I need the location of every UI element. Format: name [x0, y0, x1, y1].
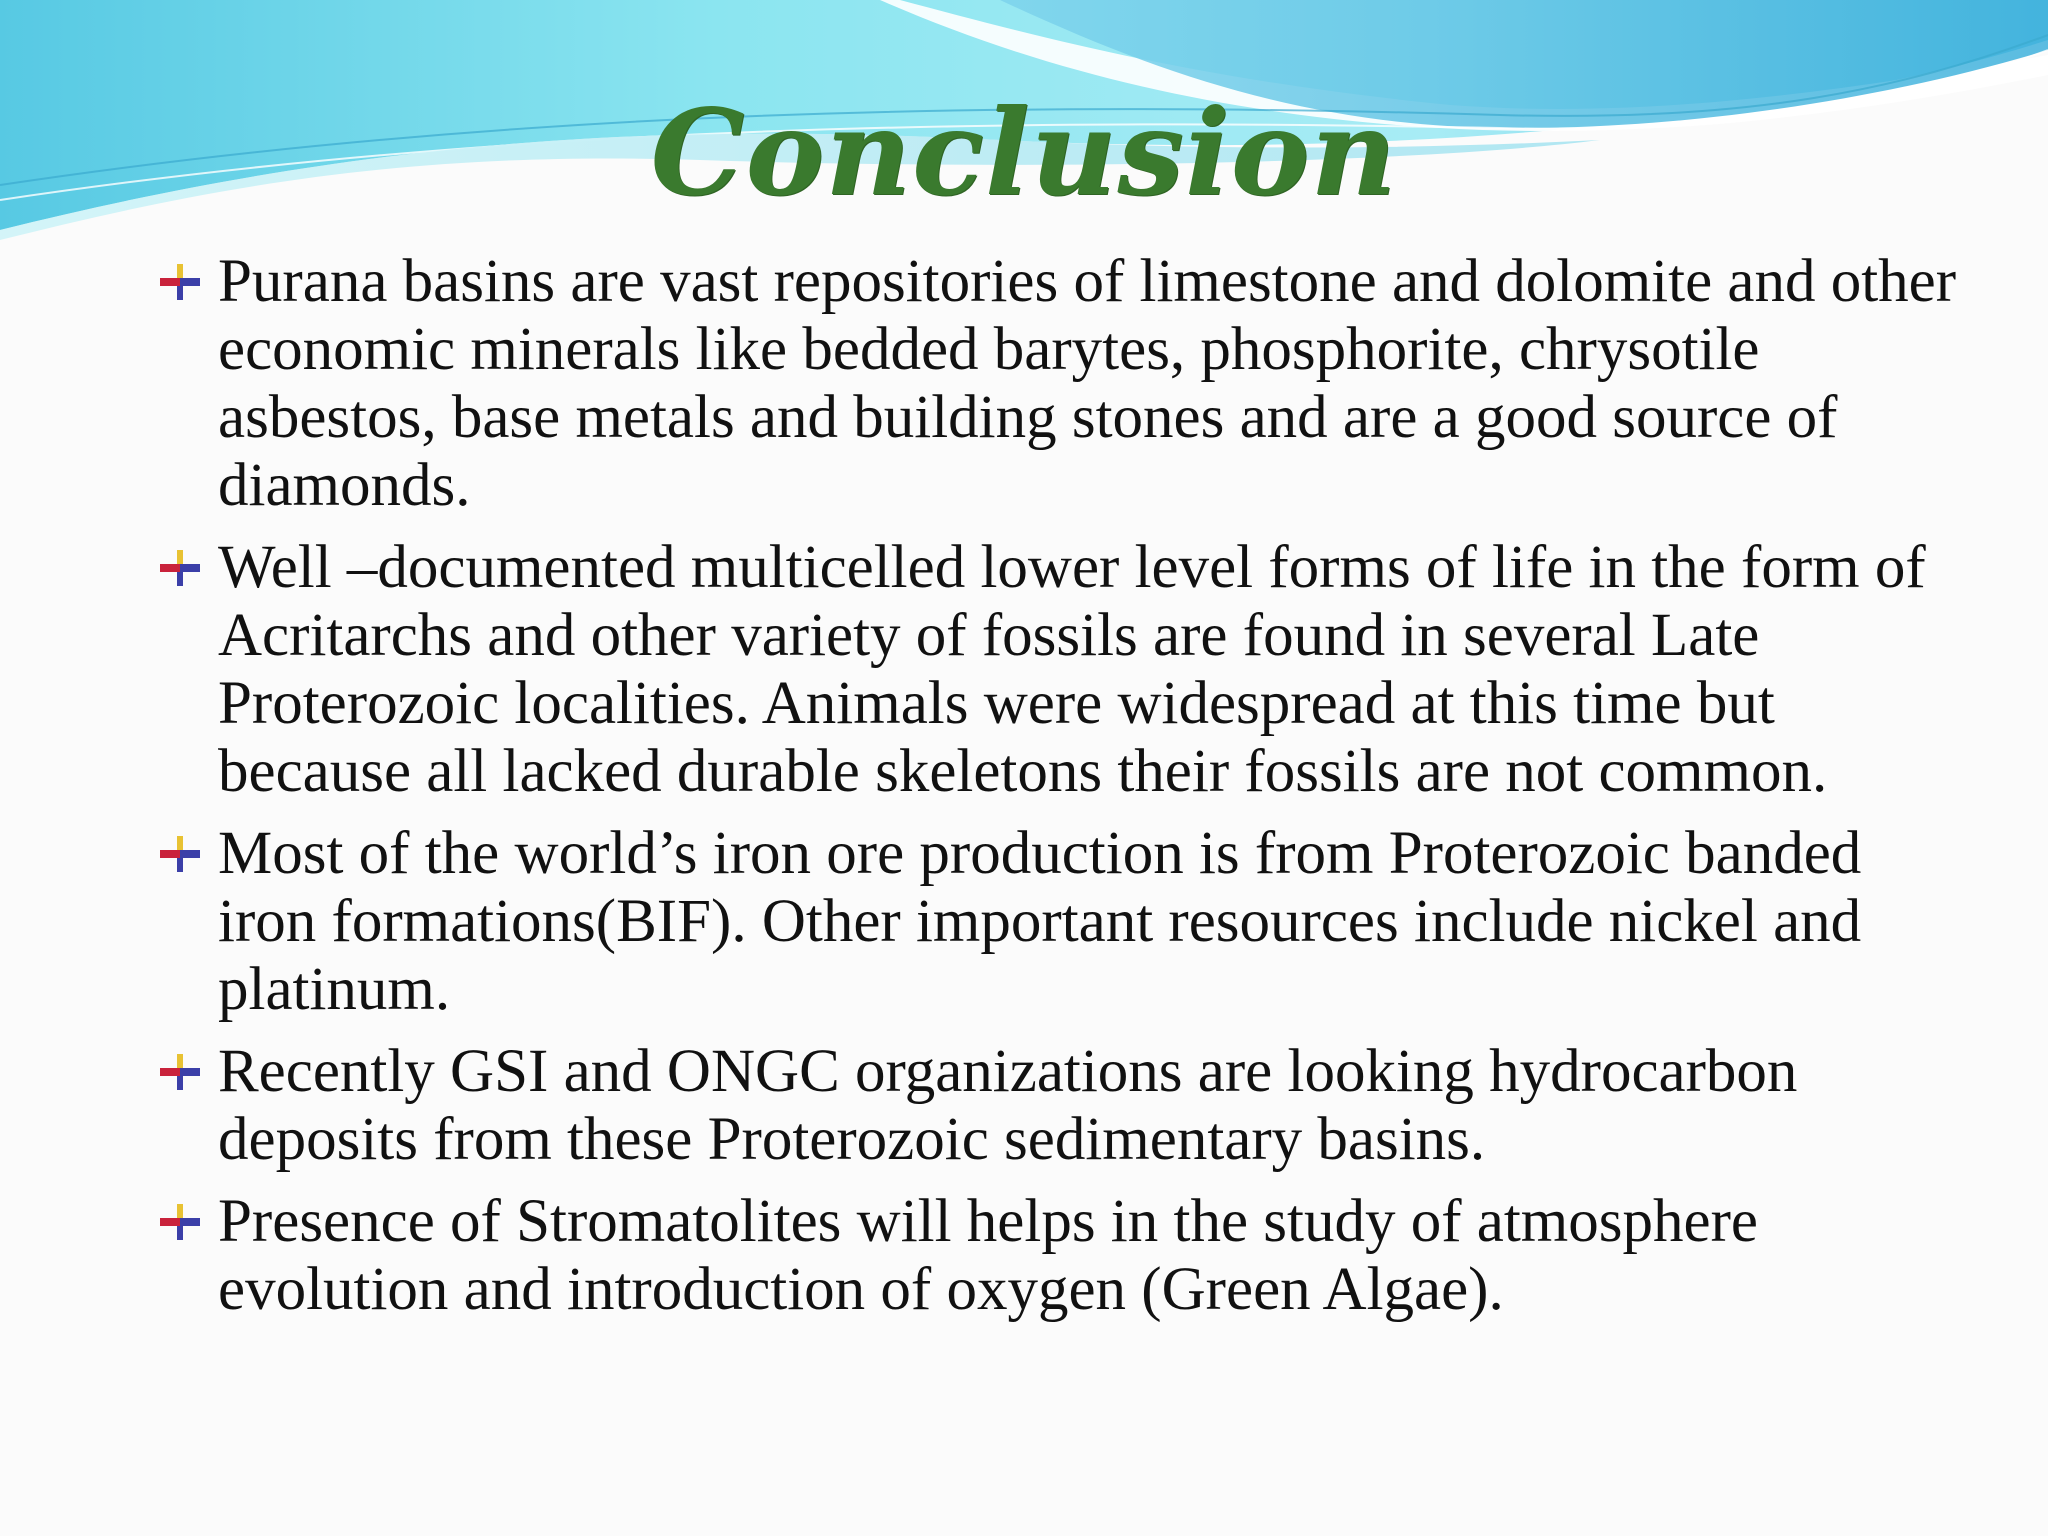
plus-bullet-icon [160, 264, 200, 300]
plus-bullet-icon [160, 550, 200, 586]
bullet-list [160, 248, 1960, 1338]
plus-bullet-icon [160, 1054, 200, 1090]
list-item [160, 534, 1960, 806]
list-item [160, 248, 1960, 520]
bullet-text: Purana basins are vast repositories of limestone and dolomite and other economic minerals like bedded barytes, phosphorite, chrysotile asbestos, base metals and building stones and are a good source of diamonds. [218, 248, 1957, 519]
list-item [160, 1188, 1960, 1324]
list-item [160, 1038, 1960, 1174]
slide-title: Conclusion [650, 83, 1398, 222]
plus-bullet-icon [160, 836, 200, 872]
plus-bullet-icon [160, 1204, 200, 1240]
bullet-text: Recently GSI and ONGC organizations are looking hydrocarbon deposits from these Proterozoic sedimentary basins. [218, 1038, 1798, 1173]
list-item [160, 820, 1960, 1024]
bullet-text: Well –documented multicelled lower level forms of life in the form of Acritarchs and other variety of fossils are found in several Late Proterozoic localities. Animals were widespread at this time but because all lacked durable skeletons their fossils are not common. [218, 534, 1926, 805]
bullet-text: Most of the world’s iron ore production is from Proterozoic banded iron formations(BIF). Other important resources include nickel and platinum. [218, 820, 1862, 1023]
bullet-text: Presence of Stromatolites will helps in the study of atmosphere evolution and introduction of oxygen (Green Algae). [218, 1188, 1758, 1323]
